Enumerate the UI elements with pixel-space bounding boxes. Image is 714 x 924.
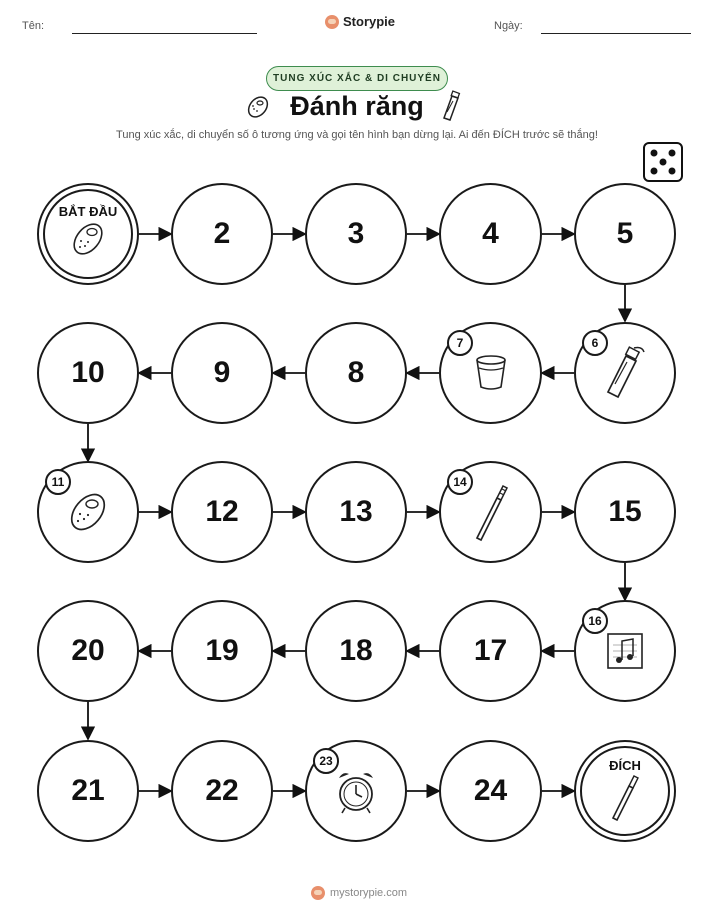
storypie-logo-icon [311, 886, 325, 900]
cell-16-badge: 16 [582, 608, 608, 634]
cell-number: 13 [339, 495, 373, 528]
cell-19[interactable] [171, 600, 273, 702]
date-label: Ngày: [494, 20, 523, 32]
cell-number: 19 [205, 634, 239, 667]
start-cell-ring [43, 189, 133, 279]
cell-9[interactable] [171, 322, 273, 424]
cell-24[interactable] [439, 740, 542, 842]
cell-number: 17 [473, 634, 508, 667]
toothpaste-icon [602, 344, 648, 402]
cell-15[interactable] [574, 461, 676, 563]
cell-number: 18 [339, 634, 373, 667]
cell-number: 20 [71, 634, 105, 667]
music-icon [605, 631, 645, 671]
brand-name: Storypie [343, 14, 396, 29]
cell-2[interactable] [171, 183, 273, 285]
cell-number: 4 [482, 217, 499, 250]
germ-icon [63, 487, 113, 537]
cell-3[interactable] [305, 183, 407, 285]
cell-4[interactable] [439, 183, 542, 285]
cell-5[interactable] [574, 183, 676, 285]
cell-11-badge: 11 [45, 469, 71, 495]
name-label: Tên: [22, 20, 45, 32]
cell-number: 24 [473, 774, 508, 807]
footer [311, 886, 407, 900]
finish-cell-ring [580, 746, 670, 836]
cell-number: 15 [608, 495, 642, 528]
cell-14-badge: 14 [447, 469, 473, 495]
cell-18[interactable] [305, 600, 407, 702]
cell-17[interactable] [439, 600, 542, 702]
page-title: Đánh răng [290, 91, 424, 121]
cell-number: 9 [213, 356, 231, 389]
cell-22[interactable] [171, 740, 273, 842]
cell-21[interactable] [37, 740, 139, 842]
cup-icon [469, 351, 513, 395]
start-label: BẮT ĐẦU [58, 203, 118, 219]
alarm-clock-icon [331, 766, 381, 816]
cell-8[interactable] [305, 322, 407, 424]
activity-pill-label: TUNG XÚC XẮC & DI CHUYỂN [273, 73, 441, 84]
cell-number: 8 [347, 356, 365, 389]
toothbrush-icon [471, 482, 511, 542]
cell-13[interactable] [305, 461, 407, 563]
cell-12[interactable] [171, 461, 273, 563]
finish-label: ĐÍCH [609, 757, 641, 773]
cell-10[interactable] [37, 322, 139, 424]
footer-url[interactable]: mystorypie.com [330, 887, 408, 899]
cell-number: 21 [71, 774, 105, 807]
cell-20[interactable] [37, 600, 139, 702]
cell-number: 3 [347, 217, 365, 250]
cell-7-badge: 7 [447, 330, 473, 356]
cell-number: 10 [71, 356, 105, 389]
cell-23-badge: 23 [313, 748, 339, 774]
finish-cell[interactable] [574, 740, 676, 842]
cell-number: 5 [616, 217, 634, 250]
start-cell[interactable] [37, 183, 139, 285]
cell-number: 2 [213, 217, 231, 250]
cell-6-badge: 6 [582, 330, 608, 356]
instructions: Tung xúc xắc, di chuyển số ô tương ứng và gọi tên hình bạn dừng lại. Ai đến ĐÍCH trước sẽ thắng! [116, 129, 598, 141]
cell-number: 22 [205, 774, 239, 807]
cell-number: 12 [205, 495, 239, 528]
